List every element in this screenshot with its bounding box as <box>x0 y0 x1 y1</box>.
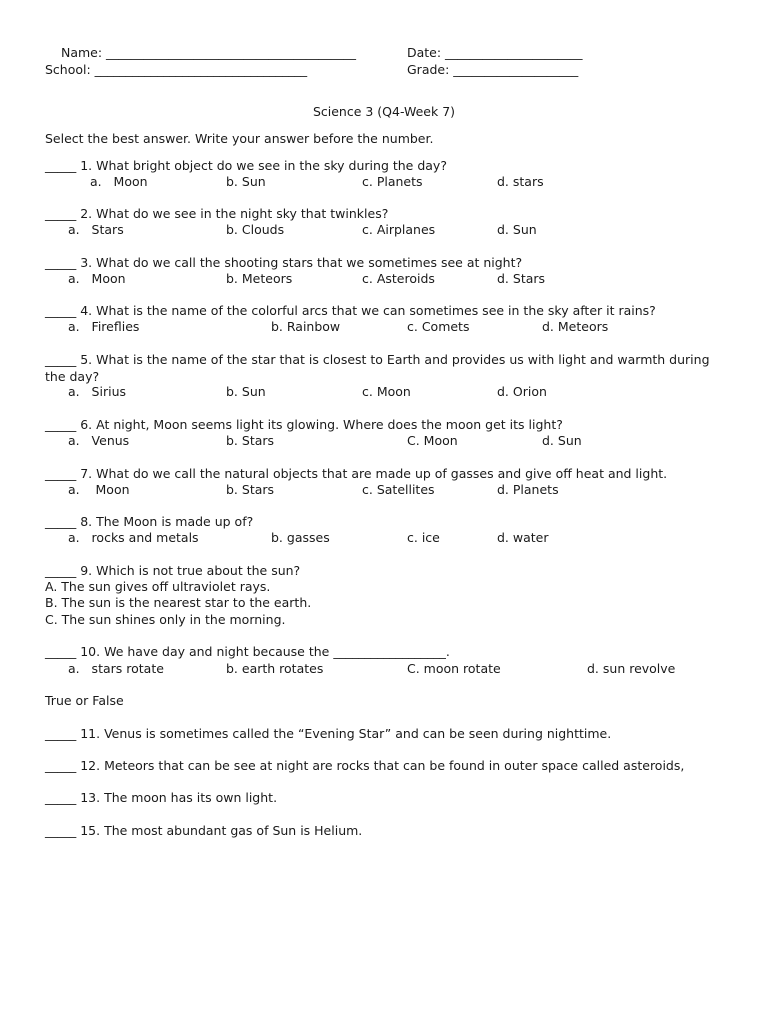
q7-option-c: c. Satellites <box>362 482 435 497</box>
q10-option-c: C. moon rotate <box>407 661 501 676</box>
grade-field[interactable]: Grade: ____________________ <box>407 62 579 77</box>
q4-option-a: a. Fireflies <box>68 319 140 334</box>
q10-option-d: d. sun revolve <box>587 661 676 676</box>
question-10: _____ 10. We have day and night because the __________________. <box>45 644 450 659</box>
q6-option-c: C. Moon <box>407 433 458 448</box>
q2-option-b: b. Clouds <box>226 222 285 237</box>
tf-item-11: _____ 11. Venus is sometimes called the “Evening Star” and can be seen during nighttime. <box>45 726 612 741</box>
q5-option-b: b. Sun <box>226 384 266 399</box>
tf-item-15: _____ 15. The most abundant gas of Sun is Helium. <box>45 823 363 838</box>
q1-option-c: c. Planets <box>362 174 423 189</box>
instructions: Select the best answer. Write your answer before the number. <box>45 131 434 146</box>
q5-option-d: d. Orion <box>497 384 547 399</box>
question-3: _____ 3. What do we call the shooting stars that we sometimes see at night? <box>45 255 523 270</box>
tf-item-12: _____ 12. Meteors that can be see at night are rocks that can be found in outer space called asteroids, <box>45 758 685 773</box>
q4-option-c: c. Comets <box>407 319 470 334</box>
question-9: _____ 9. Which is not true about the sun? <box>45 563 301 578</box>
q2-option-c: c. Airplanes <box>362 222 436 237</box>
q10-option-b: b. earth rotates <box>226 661 324 676</box>
q1-option-d: d. stars <box>497 174 544 189</box>
q9-option-b: B. The sun is the nearest star to the earth. <box>45 595 312 610</box>
q7-option-d: d. Planets <box>497 482 559 497</box>
q6-option-d: d. Sun <box>542 433 582 448</box>
q8-option-b: b. gasses <box>271 530 330 545</box>
question-8: _____ 8. The Moon is made up of? <box>45 514 254 529</box>
name-field[interactable]: Name: ________________________________________ <box>61 45 357 60</box>
q3-option-a: a. Moon <box>68 271 126 286</box>
school-field[interactable]: School: __________________________________ <box>45 62 308 77</box>
q8-option-a: a. rocks and metals <box>68 530 199 545</box>
q10-option-a: a. stars rotate <box>68 661 164 676</box>
q7-option-b: b. Stars <box>226 482 275 497</box>
q9-option-c: C. The sun shines only in the morning. <box>45 612 286 627</box>
q3-option-d: d. Stars <box>497 271 546 286</box>
true-false-heading: True or False <box>45 693 124 708</box>
q6-option-b: b. Stars <box>226 433 275 448</box>
date-field[interactable]: Date: ______________________ <box>407 45 583 60</box>
q3-option-b: b. Meteors <box>226 271 293 286</box>
q3-option-c: c. Asteroids <box>362 271 435 286</box>
q5-option-a: a. Sirius <box>68 384 127 399</box>
q5-option-c: c. Moon <box>362 384 411 399</box>
question-1: _____ 1. What bright object do we see in the sky during the day? <box>45 158 447 173</box>
q6-option-a: a. Venus <box>68 433 130 448</box>
worksheet-title: Science 3 (Q4-Week 7) <box>312 104 456 119</box>
question-4: _____ 4. What is the name of the colorful arcs that we can sometimes see in the sky after it rains? <box>45 303 656 318</box>
q1-option-b: b. Sun <box>226 174 266 189</box>
question-2: _____ 2. What do we see in the night sky that twinkles? <box>45 206 389 221</box>
q4-option-d: d. Meteors <box>542 319 609 334</box>
tf-item-13: _____ 13. The moon has its own light. <box>45 790 278 805</box>
question-7: _____ 7. What do we call the natural objects that are made up of gasses and give off heat and light. <box>45 466 668 481</box>
question-6: _____ 6. At night, Moon seems light its glowing. Where does the moon get its light? <box>45 417 563 432</box>
q4-option-b: b. Rainbow <box>271 319 341 334</box>
q8-option-c: c. ice <box>407 530 440 545</box>
q2-option-d: d. Sun <box>497 222 537 237</box>
q9-option-a: A. The sun gives off ultraviolet rays. <box>45 579 271 594</box>
q7-option-a: a. Moon <box>68 482 130 497</box>
q8-option-d: d. water <box>497 530 549 545</box>
q2-option-a: a. Stars <box>68 222 124 237</box>
question-5: _____ 5. What is the name of the star that is closest to Earth and provides us with light and warmth during the day? <box>45 352 710 384</box>
q1-option-a: a. Moon <box>90 174 148 189</box>
